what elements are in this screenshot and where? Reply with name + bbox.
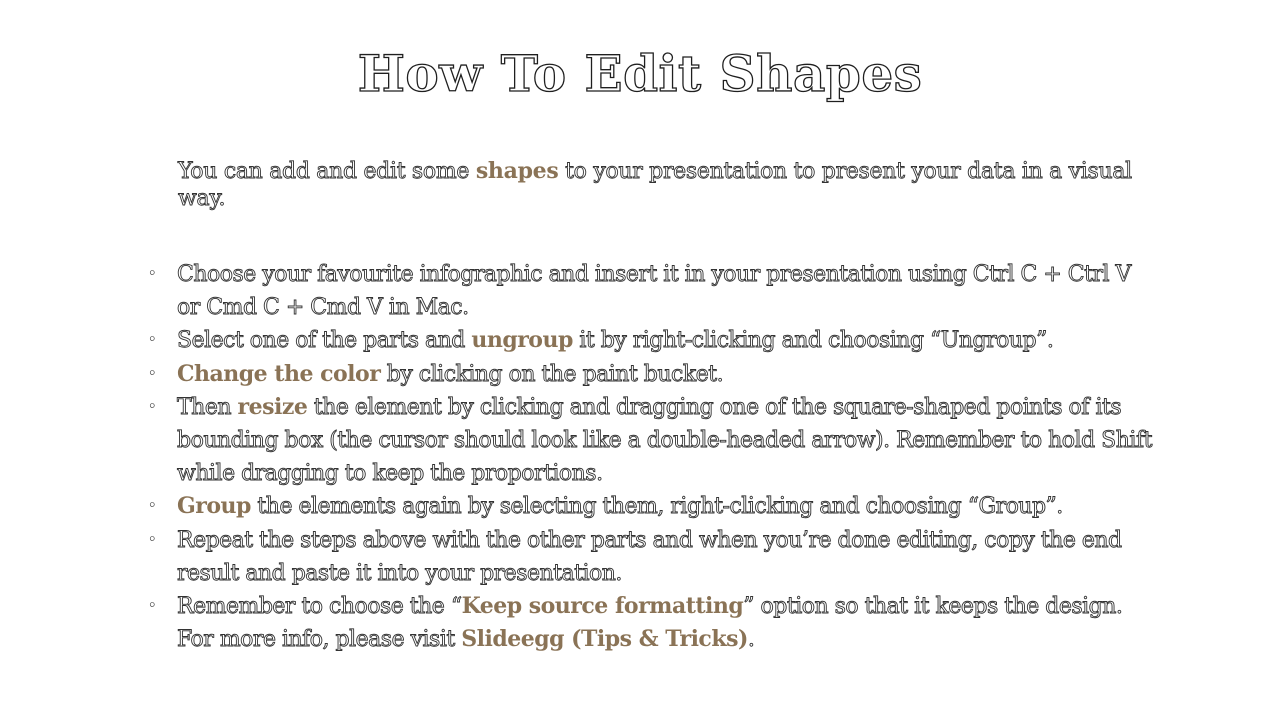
step-highlight: Group (177, 493, 251, 520)
slideegg-link[interactable]: Slideegg (Tips & Tricks) (461, 626, 748, 653)
step-item (145, 358, 1155, 391)
step-text: Select one of the parts and (177, 328, 472, 354)
step-text: it by right-clicking and choosing “Ungroup”. (572, 328, 1054, 354)
step-item (145, 324, 1155, 357)
steps-list (145, 258, 1155, 656)
slide-title: How To Edit Shapes (357, 44, 923, 103)
bullet-icon: • (148, 398, 156, 415)
bullet-icon: • (148, 365, 156, 382)
step-text: Then (177, 394, 238, 420)
step-highlight: ungroup (471, 327, 573, 354)
intro-highlight: shapes (475, 158, 559, 184)
step-item (145, 391, 1155, 491)
step-text: Repeat the steps above with the other parts and when you’re done editing, copy the end result and paste it into your presentation. (177, 527, 1122, 586)
step-text: the element by clicking and dragging one of the square-shaped points of its bounding box (the cursor should look like a double-headed arrow). Remember to hold Shift while dragging to keep the proportions. (177, 394, 1152, 487)
intro-text: You can add and edit some (178, 159, 476, 184)
step-item (145, 490, 1155, 523)
bullet-icon: • (148, 598, 156, 615)
bullet-icon: • (148, 332, 156, 349)
step-item (145, 258, 1155, 324)
step-text: Choose your favourite infographic and insert it in your presentation using Ctrl C + Ctrl V or Cmd C + Cmd V in Mac. (177, 262, 1131, 321)
step-highlight: resize (237, 393, 308, 420)
intro-paragraph (178, 158, 1168, 213)
step-text: ” option so that it keeps the design. For more info, please visit (177, 594, 1123, 653)
bullet-icon: • (148, 498, 156, 515)
step-item (145, 524, 1155, 590)
step-text: . (747, 627, 755, 653)
step-text: the elements again by selecting them, right-clicking and choosing “Group”. (250, 494, 1063, 520)
bullet-icon: • (148, 531, 156, 548)
intro-text: to your presentation to present your data in a visual way. (178, 159, 1132, 211)
step-item (145, 590, 1155, 656)
bullet-icon: • (148, 266, 156, 282)
step-text: by clicking on the paint bucket. (380, 361, 724, 387)
step-highlight: Keep source formatting (461, 593, 744, 620)
step-highlight: Change the color (177, 360, 381, 387)
step-text: Remember to choose the “ (177, 594, 462, 620)
